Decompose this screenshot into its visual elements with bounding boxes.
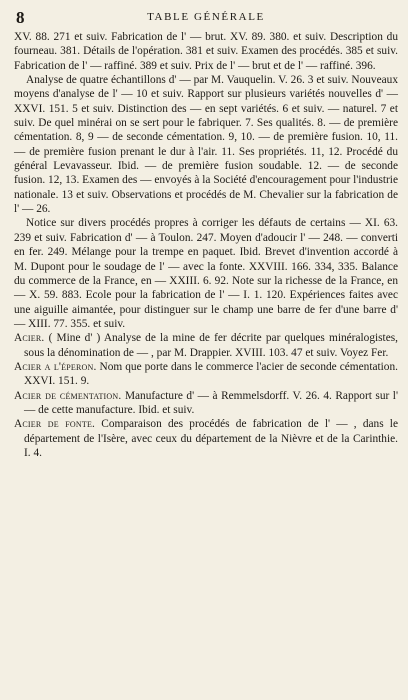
paragraph-analysis: Analyse de quatre échantillons d' — par M. Vauquelin. V. 26. 3 et suiv. Nouveaux moyens d'analyse de l' — 10 et suiv. Rapport sur plusieurs variétés nouvelles d' — XXVI. 151. 5 et suiv. Distinction des — en sept variétés. 6 et suiv. — naturel. 7 et suiv. De quel minérai on se sert pour le fabriquer. 7. Ses qualités. 8. — de première cémentation. 8, 9 — de seconde cémentation. 9, 10. — de première fusion. 10, 11. — de première fusion prenant le dur à l'air. 11. Ses propriétés. 11, 12. Procédé du général Levavasseur. Ibid. — de première fusion soudable. 12. — de seconde fusion. 12, 13. Examen des — envoyés à la Société d'encouragement pour l'industrie nationale. 13 et suiv. Observations et procédés de M. Chevalier sur la fabrication de l' — 26.	[14, 74, 398, 216]
paragraph-notice: Notice sur divers procédés propres à corriger les défauts de certains — XI. 63. 239 et suiv. Fabrication d' — à Toulon. 247. Moyen d'adoucir l' — 248. — converti en fer. 249. Mélange pour la trempe en paquet. Ibid. Brevet d'invention accordé à M. Dupont pour le soudage de l' — avec la fonte. XXVIII. 166. 334, 335. Balance du commerce de la France, en — XXIII. 6. 92. Note sur la richesse de la France, en — X. 59. 883. Ecole pour la fabrication de l' — I. 1. 120. Expériences faites avec une aiguille aimantée, pour distinguer sur le champ une barre de fer d'une barre d' — XIII. 77. 355. et suiv.	[14, 217, 398, 330]
entry-headword: Acier.	[14, 332, 45, 345]
index-entry-acier	[14, 331, 398, 360]
index-text	[14, 30, 398, 460]
entry-text: Manufacture d' — à Remmelsdorff. V. 26. 4. Rapport sur l' — de cette manufacture. Ibid. et suiv.	[24, 389, 398, 416]
entry-headword: Acier de fonte.	[14, 418, 96, 431]
entry-text: Comparaison des procédés de fabrication de l' — , dans le département de l'Isère, avec ceux du département de la Nièvre et de la Carinthie. I. 4.	[24, 418, 398, 459]
entry-headword: Acier de cémentation.	[14, 389, 122, 402]
index-entry-acier-cementation	[14, 389, 398, 418]
page-number: 8	[16, 8, 25, 27]
index-entry-acier-eperon	[14, 360, 398, 389]
page-header	[14, 8, 398, 30]
entry-headword: Acier a l'éperon.	[14, 360, 97, 373]
entry-text: Nom que porte dans le commerce l'acier de seconde cémentation. XXVI. 151. 9.	[24, 360, 398, 388]
running-title: TABLE GÉNÉRALE	[147, 11, 265, 23]
paragraph-continuation: XV. 88. 271 et suiv. Fabrication de l' — brut. XV. 89. 380. et suiv. Description du fourneau. 381. Détails de l'opération. 381 et suiv. Examen des procédés. 385 et suiv. Fabrication de l' — raffiné. 389 et suiv. Prix de l' — brut et de l' — raffiné. 396.	[14, 31, 398, 72]
index-entry-acier-fonte	[14, 417, 398, 460]
entry-text: ( Mine d' ) Analyse de la mine de fer décrite par quelques minéralogistes, sous la dénomination de — , par M. Drappier. XVIII. 103. 47 et suiv. Voyez Fer.	[24, 332, 398, 359]
